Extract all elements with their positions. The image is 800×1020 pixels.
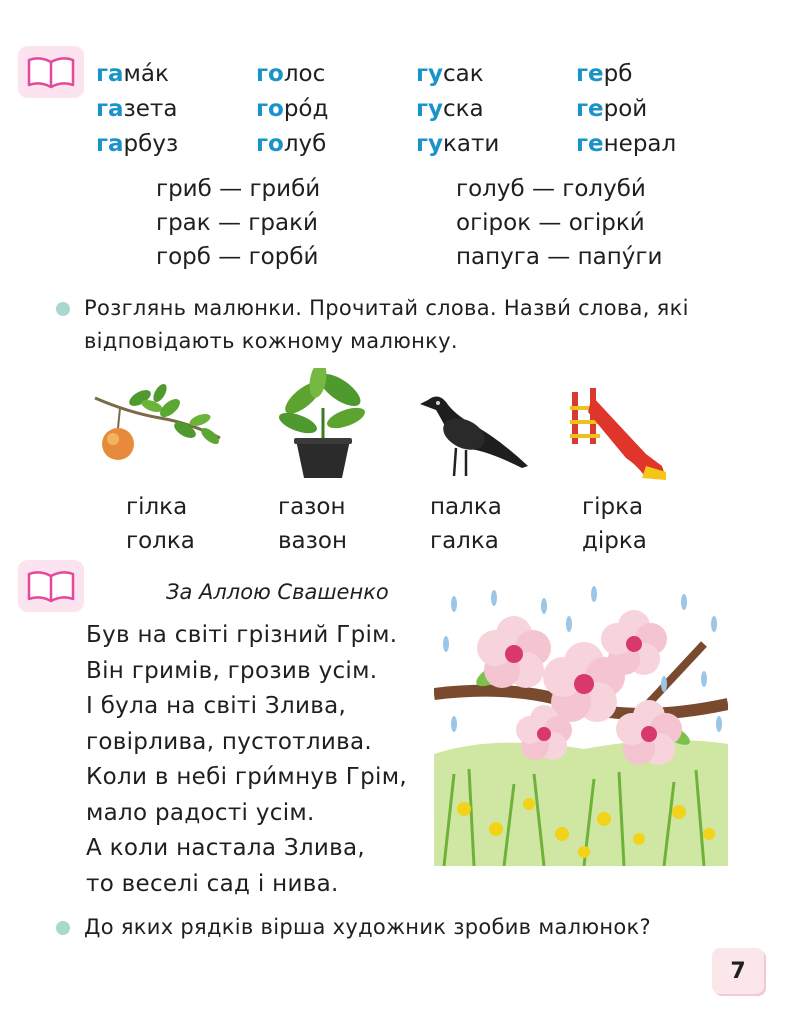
grid-word: гуска: [416, 96, 484, 122]
bullet-dot: [56, 302, 70, 316]
apple-branch-icon: [90, 378, 225, 468]
task-question: До яких рядків вірша художник зробив малюнок?: [84, 915, 651, 939]
word-pairs-right: [456, 172, 662, 274]
word-pair: гриб — гриби́: [156, 176, 321, 202]
poem-line: Був на світі грізний Грім.: [86, 622, 398, 648]
poem-line: Коли в небі гри́мнув Грім,: [86, 764, 407, 790]
picture-caption: [126, 490, 195, 558]
grid-word: гарбуз: [96, 131, 179, 157]
poem-line: мало радості усім.: [86, 799, 315, 826]
open-book-icon: [18, 560, 84, 612]
task-instruction: Розглянь малюнки. Прочитай слова. Назви́ слова, які відповідають кожному малюнку.: [84, 296, 689, 353]
grid-word: герб: [576, 61, 633, 87]
bullet-dot: [56, 921, 70, 935]
poem-text: [86, 618, 407, 902]
poem-line: І була на світі Злива,: [86, 693, 347, 719]
word-pair: грак — граки́: [156, 210, 318, 236]
caption-word: гілка: [126, 494, 188, 520]
poem-author: За Аллою Свашенко: [166, 580, 389, 604]
page-number: 7: [712, 948, 764, 994]
jackdaw-bird-icon: [414, 388, 532, 480]
picture-caption: [582, 490, 647, 558]
word-pairs-left: [156, 172, 320, 274]
caption-word: галка: [430, 528, 499, 554]
poem-line: то веселі сад і нива.: [86, 870, 339, 897]
open-book-icon: [18, 46, 84, 98]
grid-word: голос: [256, 61, 326, 87]
caption-word: гірка: [582, 494, 644, 520]
word-pair: горб — горби́: [156, 244, 319, 270]
grid-word: голуб: [256, 131, 327, 157]
grid-word: гусак: [416, 61, 484, 87]
grid-word: гукати: [416, 131, 500, 157]
grid-word: гама́к: [96, 61, 169, 87]
caption-word: голка: [126, 528, 195, 554]
picture-caption: [278, 490, 347, 558]
picture-caption: [430, 490, 502, 558]
potted-plant-icon: [278, 368, 368, 480]
caption-word: вазон: [278, 528, 347, 554]
word-pair: огірок — огірки́: [456, 210, 645, 236]
poem-line: А коли настала Злива,: [86, 835, 365, 861]
caption-word: палка: [430, 494, 502, 520]
grid-word: газета: [96, 96, 178, 122]
caption-word: дірка: [582, 528, 647, 554]
grid-word: генерал: [576, 131, 677, 157]
slide-icon: [566, 382, 670, 482]
word-pair: папуга — папу́ги: [456, 244, 663, 270]
poem-line: Він гримів, грозив усім.: [86, 657, 378, 684]
grid-word: горо́д: [256, 96, 329, 122]
poem-line: говірлива, пустотлива.: [86, 728, 372, 755]
blossom-rain-icon: [434, 584, 728, 866]
caption-word: газон: [278, 494, 346, 520]
grid-word: герой: [576, 96, 648, 122]
word-pair: голуб — голуби́: [456, 176, 646, 202]
